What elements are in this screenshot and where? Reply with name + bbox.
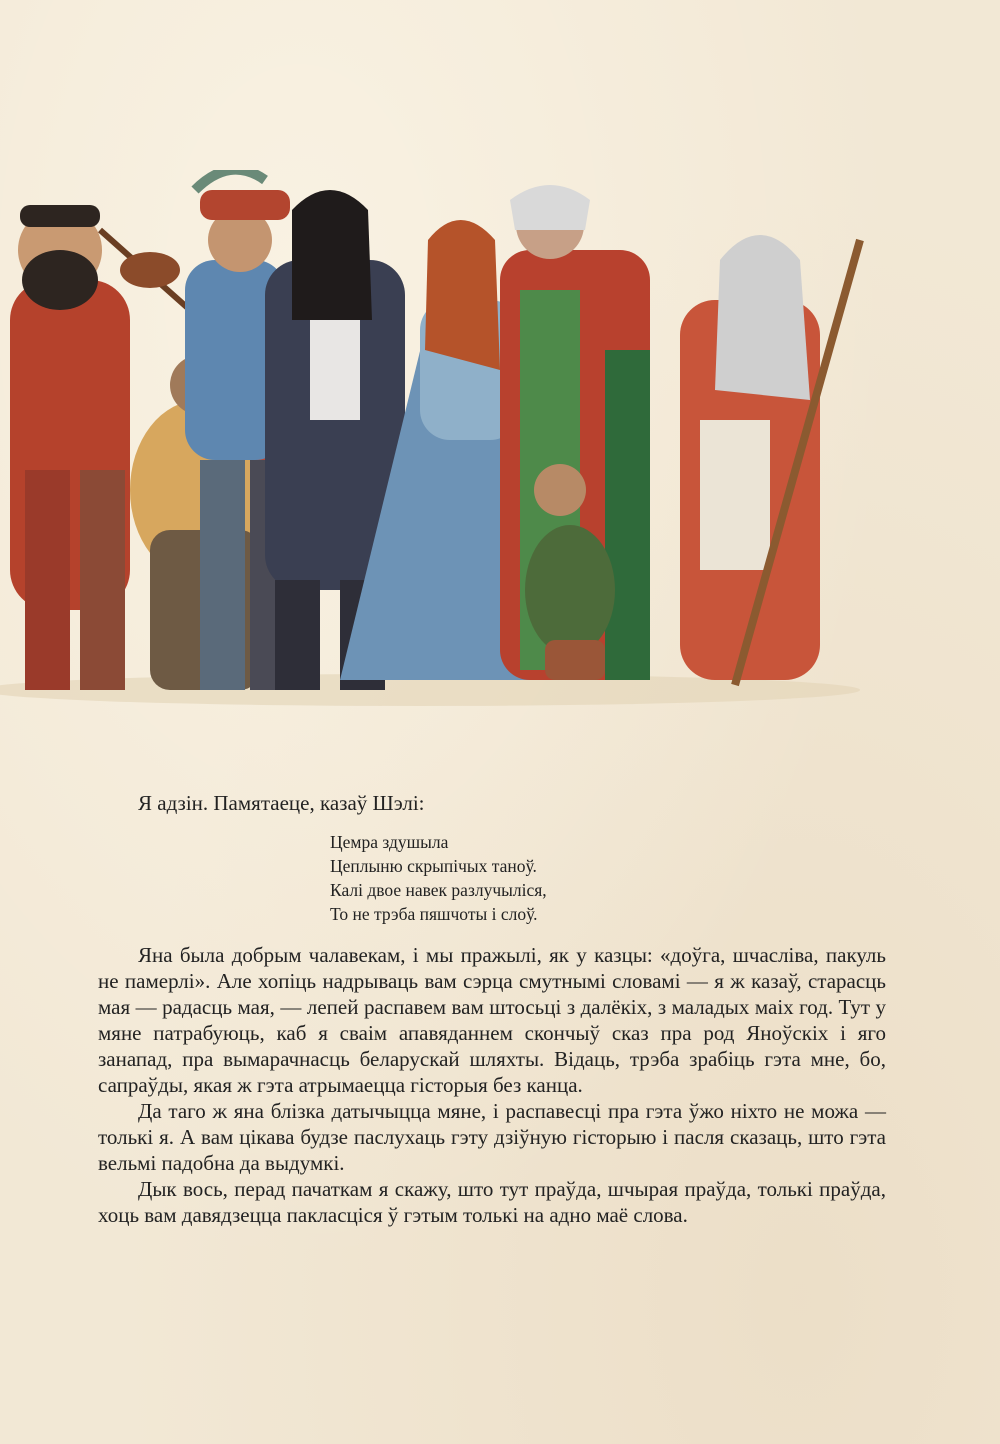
paragraph: Да таго ж яна блізка датычыцца мяне, і распавесці пра гэта ўжо ніхто не можа — толькі я. А вам цікава будзе паслухаць гэту дзіўную гісторыю і пасля сказаць, што гэта вельмі падобна да выдумкі.: [98, 1099, 886, 1175]
poem-line: Цемра здушыла: [330, 832, 449, 852]
text-block: [98, 790, 886, 1228]
poem-line: Цеплыню скрыпічых таноў.: [330, 856, 537, 876]
intro-line: Я адзін. Памятаеце, казаў Шэлі:: [138, 791, 425, 815]
figure-old-woman-staff: [680, 235, 860, 685]
poem-line: То не трэба пяшчоты і слоў.: [330, 904, 538, 924]
poem-quote: [330, 830, 886, 926]
paragraph: Дык вось, перад пачаткам я скажу, што тут праўда, шчырая праўда, толькі праўда, хоць вам давядзецца пакласціся ў гэтым толькі на адно маё слова.: [98, 1177, 886, 1227]
poem-line: Калі двое навек разлучыліся,: [330, 880, 547, 900]
illustration-figures: [0, 170, 900, 710]
paragraph: Яна была добрым чалавекам, і мы пражылі, як у казцы: «доўга, шчаслiва, пакуль не памерлі». Але хопіць надрываць вам сэрца смутнымі словамі — я ж казаў, старасць мая — радасць мая, — лепей распавем вам штосьці з далёкіх, з маладых маіх год. Тут у мяне патрабуюць, каб я сваім апавяданнем скончыў сказ пра род Яноўскіх і яго занапад, пра вымарачнасць беларускай шляхты. Відаць, трэба зрабіць гэта мне, бо, сапраўды, якая ж гэта атрымаецца гісторыя без канца.: [98, 943, 886, 1097]
